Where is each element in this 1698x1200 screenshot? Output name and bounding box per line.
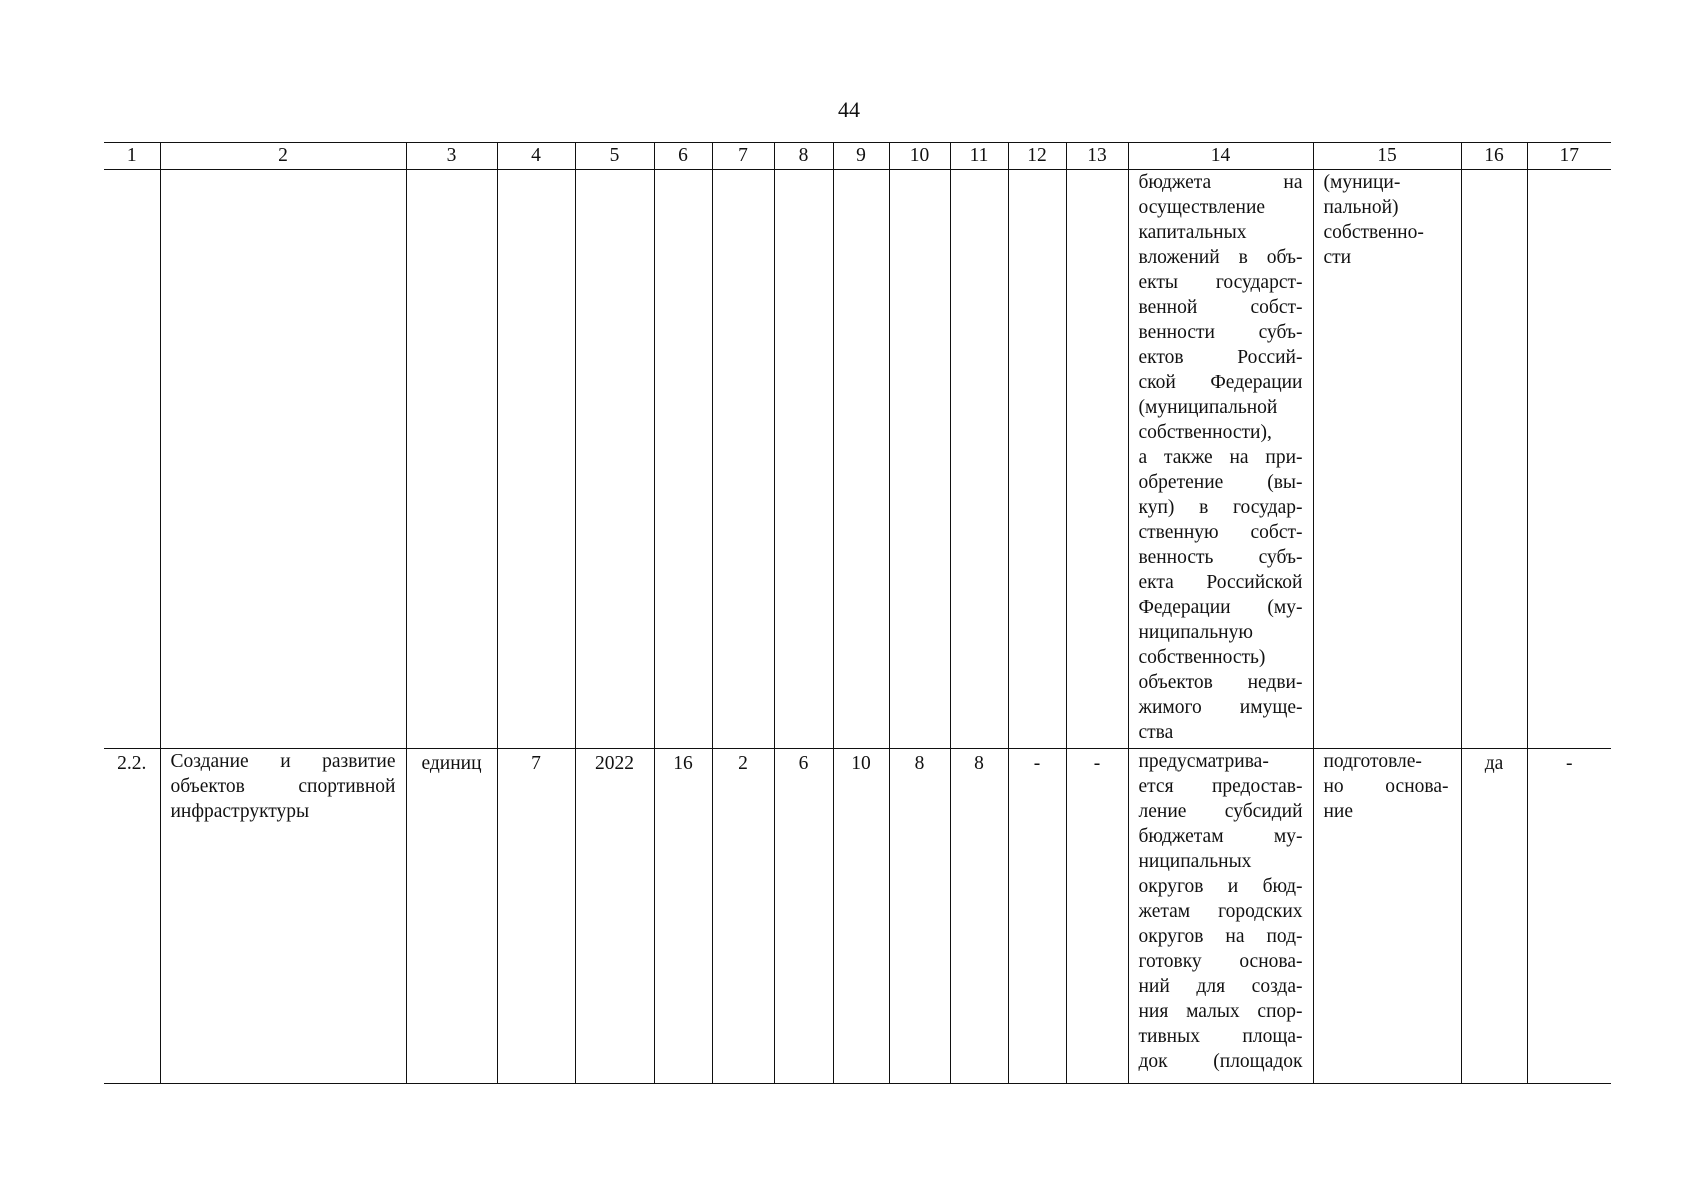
col-header-8: 8 bbox=[774, 143, 833, 170]
text-line: жимого имуще- bbox=[1138, 697, 1303, 718]
text-line: сти bbox=[1323, 247, 1352, 268]
text-line: бюджетам му- bbox=[1138, 826, 1303, 847]
text-line: ниципальных bbox=[1138, 851, 1252, 872]
value-col16: да bbox=[1461, 749, 1527, 1084]
col-header-5: 5 bbox=[575, 143, 654, 170]
text-line: ния малых спор- bbox=[1138, 1001, 1303, 1022]
page-number: 44 bbox=[838, 97, 860, 122]
text-line: ственную собст- bbox=[1138, 522, 1303, 543]
text-line: (муниципальной bbox=[1138, 397, 1278, 418]
text-line: округов на под- bbox=[1138, 926, 1303, 947]
value-col13: - bbox=[1066, 749, 1128, 1084]
text-line: собственно- bbox=[1323, 222, 1424, 243]
col-header-12: 12 bbox=[1008, 143, 1066, 170]
text-line: капитальных bbox=[1138, 222, 1247, 243]
text-line: ление субсидий bbox=[1138, 801, 1303, 822]
text-line: екта Российской bbox=[1138, 572, 1303, 593]
value-col7: 2 bbox=[712, 749, 774, 1084]
row-number: 2.2. bbox=[104, 749, 160, 1084]
continuation-col15-text bbox=[1313, 170, 1461, 749]
text-line: венность субъ- bbox=[1138, 547, 1303, 568]
value-col17: - bbox=[1527, 749, 1611, 1084]
col-header-7: 7 bbox=[712, 143, 774, 170]
col-header-1: 1 bbox=[104, 143, 160, 170]
text-line: Создание и развитие bbox=[170, 751, 396, 772]
text-line: док (площадок bbox=[1138, 1051, 1303, 1072]
text-line: а также на при- bbox=[1138, 447, 1303, 468]
continuation-col14-text bbox=[1128, 170, 1313, 749]
text-line: вложений в объ- bbox=[1138, 247, 1303, 268]
text-line: Федерации (му- bbox=[1138, 597, 1303, 618]
base-year: 2022 bbox=[575, 749, 654, 1084]
value-col4: 7 bbox=[497, 749, 575, 1084]
value-col9: 10 bbox=[833, 749, 889, 1084]
text-line: ства bbox=[1138, 722, 1174, 743]
table-row-2-2 bbox=[104, 749, 1611, 1084]
col-header-15: 15 bbox=[1313, 143, 1461, 170]
text-line: бюджета на bbox=[1138, 172, 1303, 193]
col-header-13: 13 bbox=[1066, 143, 1128, 170]
table-row-continuation bbox=[104, 170, 1611, 749]
text-line: ний для созда- bbox=[1138, 976, 1303, 997]
text-line: осуществление bbox=[1138, 197, 1266, 218]
value-col11: 8 bbox=[950, 749, 1008, 1084]
column-number-header bbox=[104, 143, 1611, 170]
text-line: предусматрива- bbox=[1138, 751, 1269, 772]
col-header-14: 14 bbox=[1128, 143, 1313, 170]
col-header-9: 9 bbox=[833, 143, 889, 170]
text-line: екты государст- bbox=[1138, 272, 1303, 293]
col-header-2: 2 bbox=[160, 143, 406, 170]
program-table bbox=[104, 142, 1611, 1084]
text-line: собственности), bbox=[1138, 422, 1272, 443]
value-col10: 8 bbox=[889, 749, 950, 1084]
text-line: собственность) bbox=[1138, 647, 1266, 668]
text-line: ниципальную bbox=[1138, 622, 1253, 643]
col-header-11: 11 bbox=[950, 143, 1008, 170]
col-header-4: 4 bbox=[497, 143, 575, 170]
text-line: куп) в государ- bbox=[1138, 497, 1303, 518]
text-line: жетам городских bbox=[1138, 901, 1303, 922]
value-col8: 6 bbox=[774, 749, 833, 1084]
text-line: обретение (вы- bbox=[1138, 472, 1303, 493]
value-col6: 16 bbox=[654, 749, 712, 1084]
col-header-3: 3 bbox=[406, 143, 497, 170]
text-line: объектов недви- bbox=[1138, 672, 1303, 693]
text-line: ется предостав- bbox=[1138, 776, 1303, 797]
text-line: венности субъ- bbox=[1138, 322, 1303, 343]
col14-description bbox=[1128, 749, 1313, 1084]
text-line: но основа- bbox=[1323, 776, 1449, 797]
col-header-10: 10 bbox=[889, 143, 950, 170]
text-line: инфраструктуры bbox=[170, 801, 310, 822]
col-header-16: 16 bbox=[1461, 143, 1527, 170]
text-line: объектов спортивной bbox=[170, 776, 396, 797]
text-line: готовку основа- bbox=[1138, 951, 1303, 972]
text-line: пальной) bbox=[1323, 197, 1399, 218]
text-line: (муници- bbox=[1323, 172, 1401, 193]
text-line: ской Федерации bbox=[1138, 372, 1303, 393]
event-name bbox=[160, 749, 406, 1084]
col-header-17: 17 bbox=[1527, 143, 1611, 170]
text-line: тивных площа- bbox=[1138, 1026, 1303, 1047]
value-col12: - bbox=[1008, 749, 1066, 1084]
text-line: округов и бюд- bbox=[1138, 876, 1303, 897]
text-line: ектов Россий- bbox=[1138, 347, 1303, 368]
text-line: ние bbox=[1323, 801, 1354, 822]
col-header-6: 6 bbox=[654, 143, 712, 170]
unit-of-measure: единиц bbox=[406, 749, 497, 1084]
text-line: подготовле- bbox=[1323, 751, 1422, 772]
text-line: венной собст- bbox=[1138, 297, 1303, 318]
col15-result bbox=[1313, 749, 1461, 1084]
